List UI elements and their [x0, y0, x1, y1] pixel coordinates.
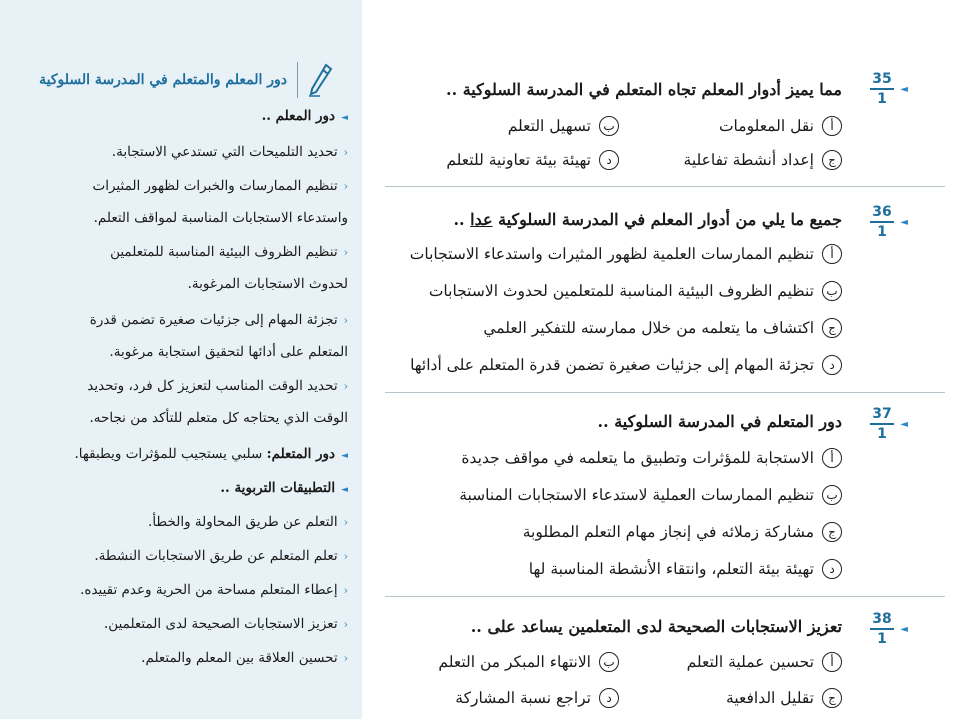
- sidebar-line: ‹تجزئة المهام إلى جزئيات صغيرة تضمن قدرة: [89, 312, 348, 328]
- chevron-bullet-icon: ‹: [343, 246, 348, 259]
- option-letter: أ: [822, 244, 842, 264]
- option-letter: د: [599, 688, 619, 708]
- option-a[interactable]: أ نقل المعلومات: [719, 116, 842, 136]
- chevron-bullet-icon: ‹: [343, 380, 348, 393]
- question-text: جميع ما يلي من أدوار المعلم في المدرسة السلوكية عدا ..: [453, 210, 842, 229]
- option-c[interactable]: ج تقليل الدافعية: [726, 688, 842, 708]
- sidebar-line: ◄دور المتعلم: سلبي يستجيب للمؤثرات ويطبقها.: [74, 446, 348, 462]
- sidebar-line: ‹تحديد الوقت المناسب لتعزيز كل فرد، وتحديد: [87, 378, 348, 394]
- option-a[interactable]: أ الاستجابة للمؤثرات وتطبيق ما يتعلمه في مواقف جديدة: [461, 448, 842, 468]
- chevron-bullet-icon: ‹: [343, 516, 348, 529]
- option-letter: ج: [822, 688, 842, 708]
- question-text: مما يميز أدوار المعلم تجاه المتعلم في المدرسة السلوكية ..: [446, 80, 842, 99]
- triangle-bullet-icon: ◄: [341, 485, 348, 495]
- option-letter: د: [599, 150, 619, 170]
- triangle-bullet-icon: ◄: [900, 419, 908, 430]
- option-b[interactable]: ب تنظيم الممارسات العملية لاستدعاء الاستجابات المناسبة: [459, 485, 842, 505]
- sidebar-line: المتعلم على أدائها لتحقيق استجابة مرغوبة.: [109, 344, 348, 360]
- sidebar-header: [39, 60, 334, 100]
- option-c[interactable]: ج اكتشاف ما يتعلمه من خلال ممارسته للتفكير العلمي: [483, 318, 842, 338]
- sidebar-line: ‹تحديد التلميحات التي تستدعي الاستجابة.: [111, 144, 348, 160]
- header-divider: [297, 62, 298, 98]
- sidebar-line: ‹التعلم عن طريق المحاولة والخطأ.: [148, 514, 348, 530]
- triangle-bullet-icon: ◄: [900, 217, 908, 228]
- sidebar-line: ‹تنظيم الممارسات والخبرات لظهور المثيرات: [92, 178, 348, 194]
- chevron-bullet-icon: ‹: [343, 584, 348, 597]
- chevron-bullet-icon: ‹: [343, 314, 348, 327]
- sidebar-line: واستدعاء الاستجابات المناسبة لمواقف التعلم.: [93, 210, 348, 226]
- sidebar-line: لحدوث الاستجابات المرغوبة.: [187, 276, 348, 292]
- option-letter: ج: [822, 318, 842, 338]
- question-number: 37 1: [870, 405, 894, 443]
- option-b[interactable]: ب الانتهاء المبكر من التعلم: [438, 652, 619, 672]
- option-letter: د: [822, 355, 842, 375]
- triangle-bullet-icon: ◄: [900, 624, 908, 635]
- triangle-bullet-icon: ◄: [341, 113, 348, 123]
- chevron-bullet-icon: ‹: [343, 652, 348, 665]
- sidebar-line: ‹تعزيز الاستجابات الصحيحة لدى المتعلمين.: [104, 616, 348, 632]
- chevron-bullet-icon: ‹: [343, 180, 348, 193]
- option-a[interactable]: أ تحسين عملية التعلم: [687, 652, 842, 672]
- sidebar-line: ‹تحسين العلاقة بين المعلم والمتعلم.: [141, 650, 348, 666]
- option-c[interactable]: ج مشاركة زملائه في إنجاز مهام التعلم المطلوبة: [523, 522, 842, 542]
- question-divider: [385, 596, 945, 597]
- option-b[interactable]: ب تسهيل التعلم: [508, 116, 619, 136]
- option-letter: أ: [822, 116, 842, 136]
- option-letter: د: [822, 559, 842, 579]
- question-text: دور المتعلم في المدرسة السلوكية ..: [597, 412, 842, 431]
- triangle-bullet-icon: ◄: [900, 84, 908, 95]
- option-c[interactable]: ج إعداد أنشطة تفاعلية: [684, 150, 842, 170]
- sidebar-line: ◄دور المعلم ..: [261, 108, 348, 124]
- question-number: 36 1: [870, 203, 894, 241]
- option-letter: ب: [822, 281, 842, 301]
- option-b[interactable]: ب تنظيم الظروف البيئية المناسبة للمتعلمين لحدوث الاستجابات: [429, 281, 842, 301]
- option-letter: ب: [599, 116, 619, 136]
- sidebar-line: ‹إعطاء المتعلم مساحة من الحرية وعدم تقييده.: [80, 582, 348, 598]
- triangle-bullet-icon: ◄: [341, 451, 348, 461]
- question-text: تعزيز الاستجابات الصحيحة لدى المتعلمين يساعد على ..: [470, 617, 842, 636]
- option-letter: أ: [822, 448, 842, 468]
- option-letter: أ: [822, 652, 842, 672]
- option-letter: ج: [822, 150, 842, 170]
- option-letter: ج: [822, 522, 842, 542]
- sidebar-line: ‹تعلم المتعلم عن طريق الاستجابات النشطة.: [94, 548, 348, 564]
- question-number: 35 1: [870, 70, 894, 108]
- sidebar-line: الوقت الذي يحتاجه كل متعلم للتأكد من نجاحه.: [89, 410, 348, 426]
- sidebar-line: ◄التطبيقات التربوية ..: [220, 480, 348, 496]
- option-a[interactable]: أ تنظيم الممارسات العلمية لظهور المثيرات واستدعاء الاستجابات: [410, 244, 842, 264]
- option-d[interactable]: د تجزئة المهام إلى جزئيات صغيرة تضمن قدرة المتعلم على أدائها: [410, 355, 842, 375]
- question-divider: [385, 186, 945, 187]
- question-divider: [385, 392, 945, 393]
- pen-icon: [306, 62, 334, 98]
- chevron-bullet-icon: ‹: [343, 550, 348, 563]
- option-letter: ب: [599, 652, 619, 672]
- option-d[interactable]: د تراجع نسبة المشاركة: [455, 688, 619, 708]
- sidebar-line: ‹تنظيم الظروف البيئية المناسبة للمتعلمين: [110, 244, 348, 260]
- chevron-bullet-icon: ‹: [343, 146, 348, 159]
- summary-sidebar: [0, 0, 362, 719]
- option-d[interactable]: د تهيئة بيئة التعلم، وانتقاء الأنشطة المناسبة لها: [529, 559, 842, 579]
- option-letter: ب: [822, 485, 842, 505]
- option-d[interactable]: د تهيئة بيئة تعاونية للتعلم: [446, 150, 619, 170]
- sidebar-title: دور المعلم والمتعلم في المدرسة السلوكية: [39, 72, 287, 88]
- chevron-bullet-icon: ‹: [343, 618, 348, 631]
- question-number: 38 1: [870, 610, 894, 648]
